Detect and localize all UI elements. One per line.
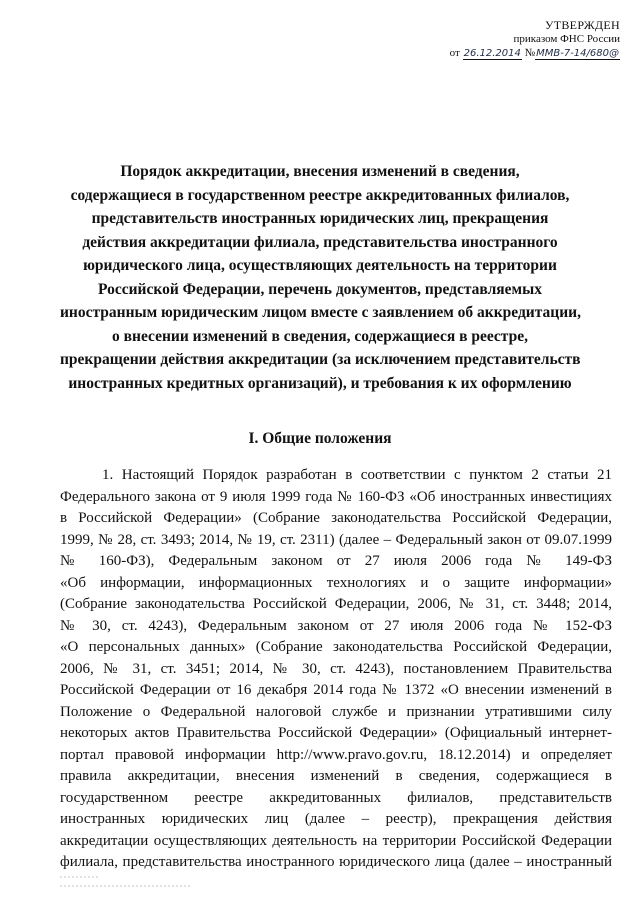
handwritten-number: ММВ-7-14/680@ [536, 48, 619, 59]
paragraph-line: портал правовой информации http://www.pravo.gov.ru, 18.12.2014) и определяет [60, 746, 612, 763]
paragraph-line: 1999, № 28, ст. 3493; 2014, № 19, ст. 2311) (далее – Федеральный закон от 09.07.1999 [60, 531, 612, 548]
paragraph-line: Федерального закона от 9 июля 1999 года № 160-ФЗ «Об иностранных инвестициях [60, 488, 612, 505]
handwritten-date: 26.12.2014 [463, 48, 521, 59]
paragraph-line: филиала, представительства иностранного юридического лица (далее – иностранный [60, 854, 612, 870]
title-line: содержащиеся в государственном реестре аккредитованных филиалов, [70, 186, 570, 204]
paragraph-line: № 160-ФЗ), Федеральным законом от 27 июля 2006 года № 149-ФЗ [60, 553, 612, 569]
paragraph-line: «Об информации, информационных технологиях и о защите информации» [60, 574, 612, 591]
paragraph-line: некоторых актов Правительства Российской Федерации» (Официальный интернет- [60, 725, 612, 741]
approval-date-number-line [420, 46, 620, 61]
title-line: о внесении изменений в сведения, содержащиеся в реестре, [112, 327, 528, 345]
document-title [60, 160, 580, 395]
title-line: иностранным юридическим лицом вместе с заявлением об аккредитации, [60, 304, 581, 321]
paragraph-line: 2006, № 31, ст. 3451; 2014, № 30, ст. 4243), постановлением Правительства [60, 660, 612, 677]
paragraph-line: 1. Настоящий Порядок разработан в соответствии с пунктом 2 статьи 21 [102, 467, 612, 483]
section-heading: I. Общие положения [248, 430, 392, 447]
title-line: представительств иностранных юридических лиц, прекращения [91, 210, 549, 227]
number-label: № [524, 47, 536, 59]
paragraph-line: «О персональных данных» (Собрание законодательства Российской Федерации, [60, 639, 612, 655]
title-line: юридического лица, осуществляющих деятельность на территории [83, 257, 557, 274]
paragraph-1 [60, 465, 612, 874]
paragraph-line: иностранных юридических лиц (далее – реестр), прекращения действия [60, 811, 612, 827]
title-line: иностранных кредитных организаций), и требования к их оформлению [68, 374, 572, 392]
approval-block [420, 18, 620, 61]
paragraph-line: аккредитации осуществляющих деятельность на территории Российской Федерации [60, 832, 612, 849]
paragraph-line: Российской Федерации от 16 декабря 2014 года № 1372 «О внесении изменений в [60, 682, 612, 698]
paragraph-line: № 30, ст. 4243), Федеральным законом от 27 июля 2006 года № 152-ФЗ [60, 617, 612, 634]
faint-stamp-graphic [60, 872, 200, 892]
paragraph-line: Положение о Федеральной налоговой службе и признании утратившими силу [60, 703, 612, 720]
approval-order-line: приказом ФНС России [513, 33, 620, 45]
faint-stamp [60, 872, 200, 895]
paragraph-line: государственном реестре аккредитованных филиалов, представительств [60, 789, 612, 806]
paragraph-line: в Российской Федерации» (Собрание законодательства Российской Федерации, [60, 510, 612, 526]
title-line: Порядок аккредитации, внесения изменений в сведения, [120, 163, 520, 180]
title-line: Российской Федерации, перечень документов, представляемых [98, 280, 542, 298]
title-line: прекращении действия аккредитации (за исключением представительств [60, 351, 581, 368]
from-label: от [449, 47, 460, 59]
title-line: действия аккредитации филиала, представительства иностранного [82, 233, 558, 251]
paragraph-line: (Собрание законодательства Российской Федерации, 2006, № 31, ст. 3448; 2014, [60, 596, 612, 612]
paragraph-line: правила аккредитации, внесения изменений в сведения, содержащиеся в [60, 768, 612, 784]
approval-heading: УТВЕРЖДЕН [544, 18, 620, 32]
